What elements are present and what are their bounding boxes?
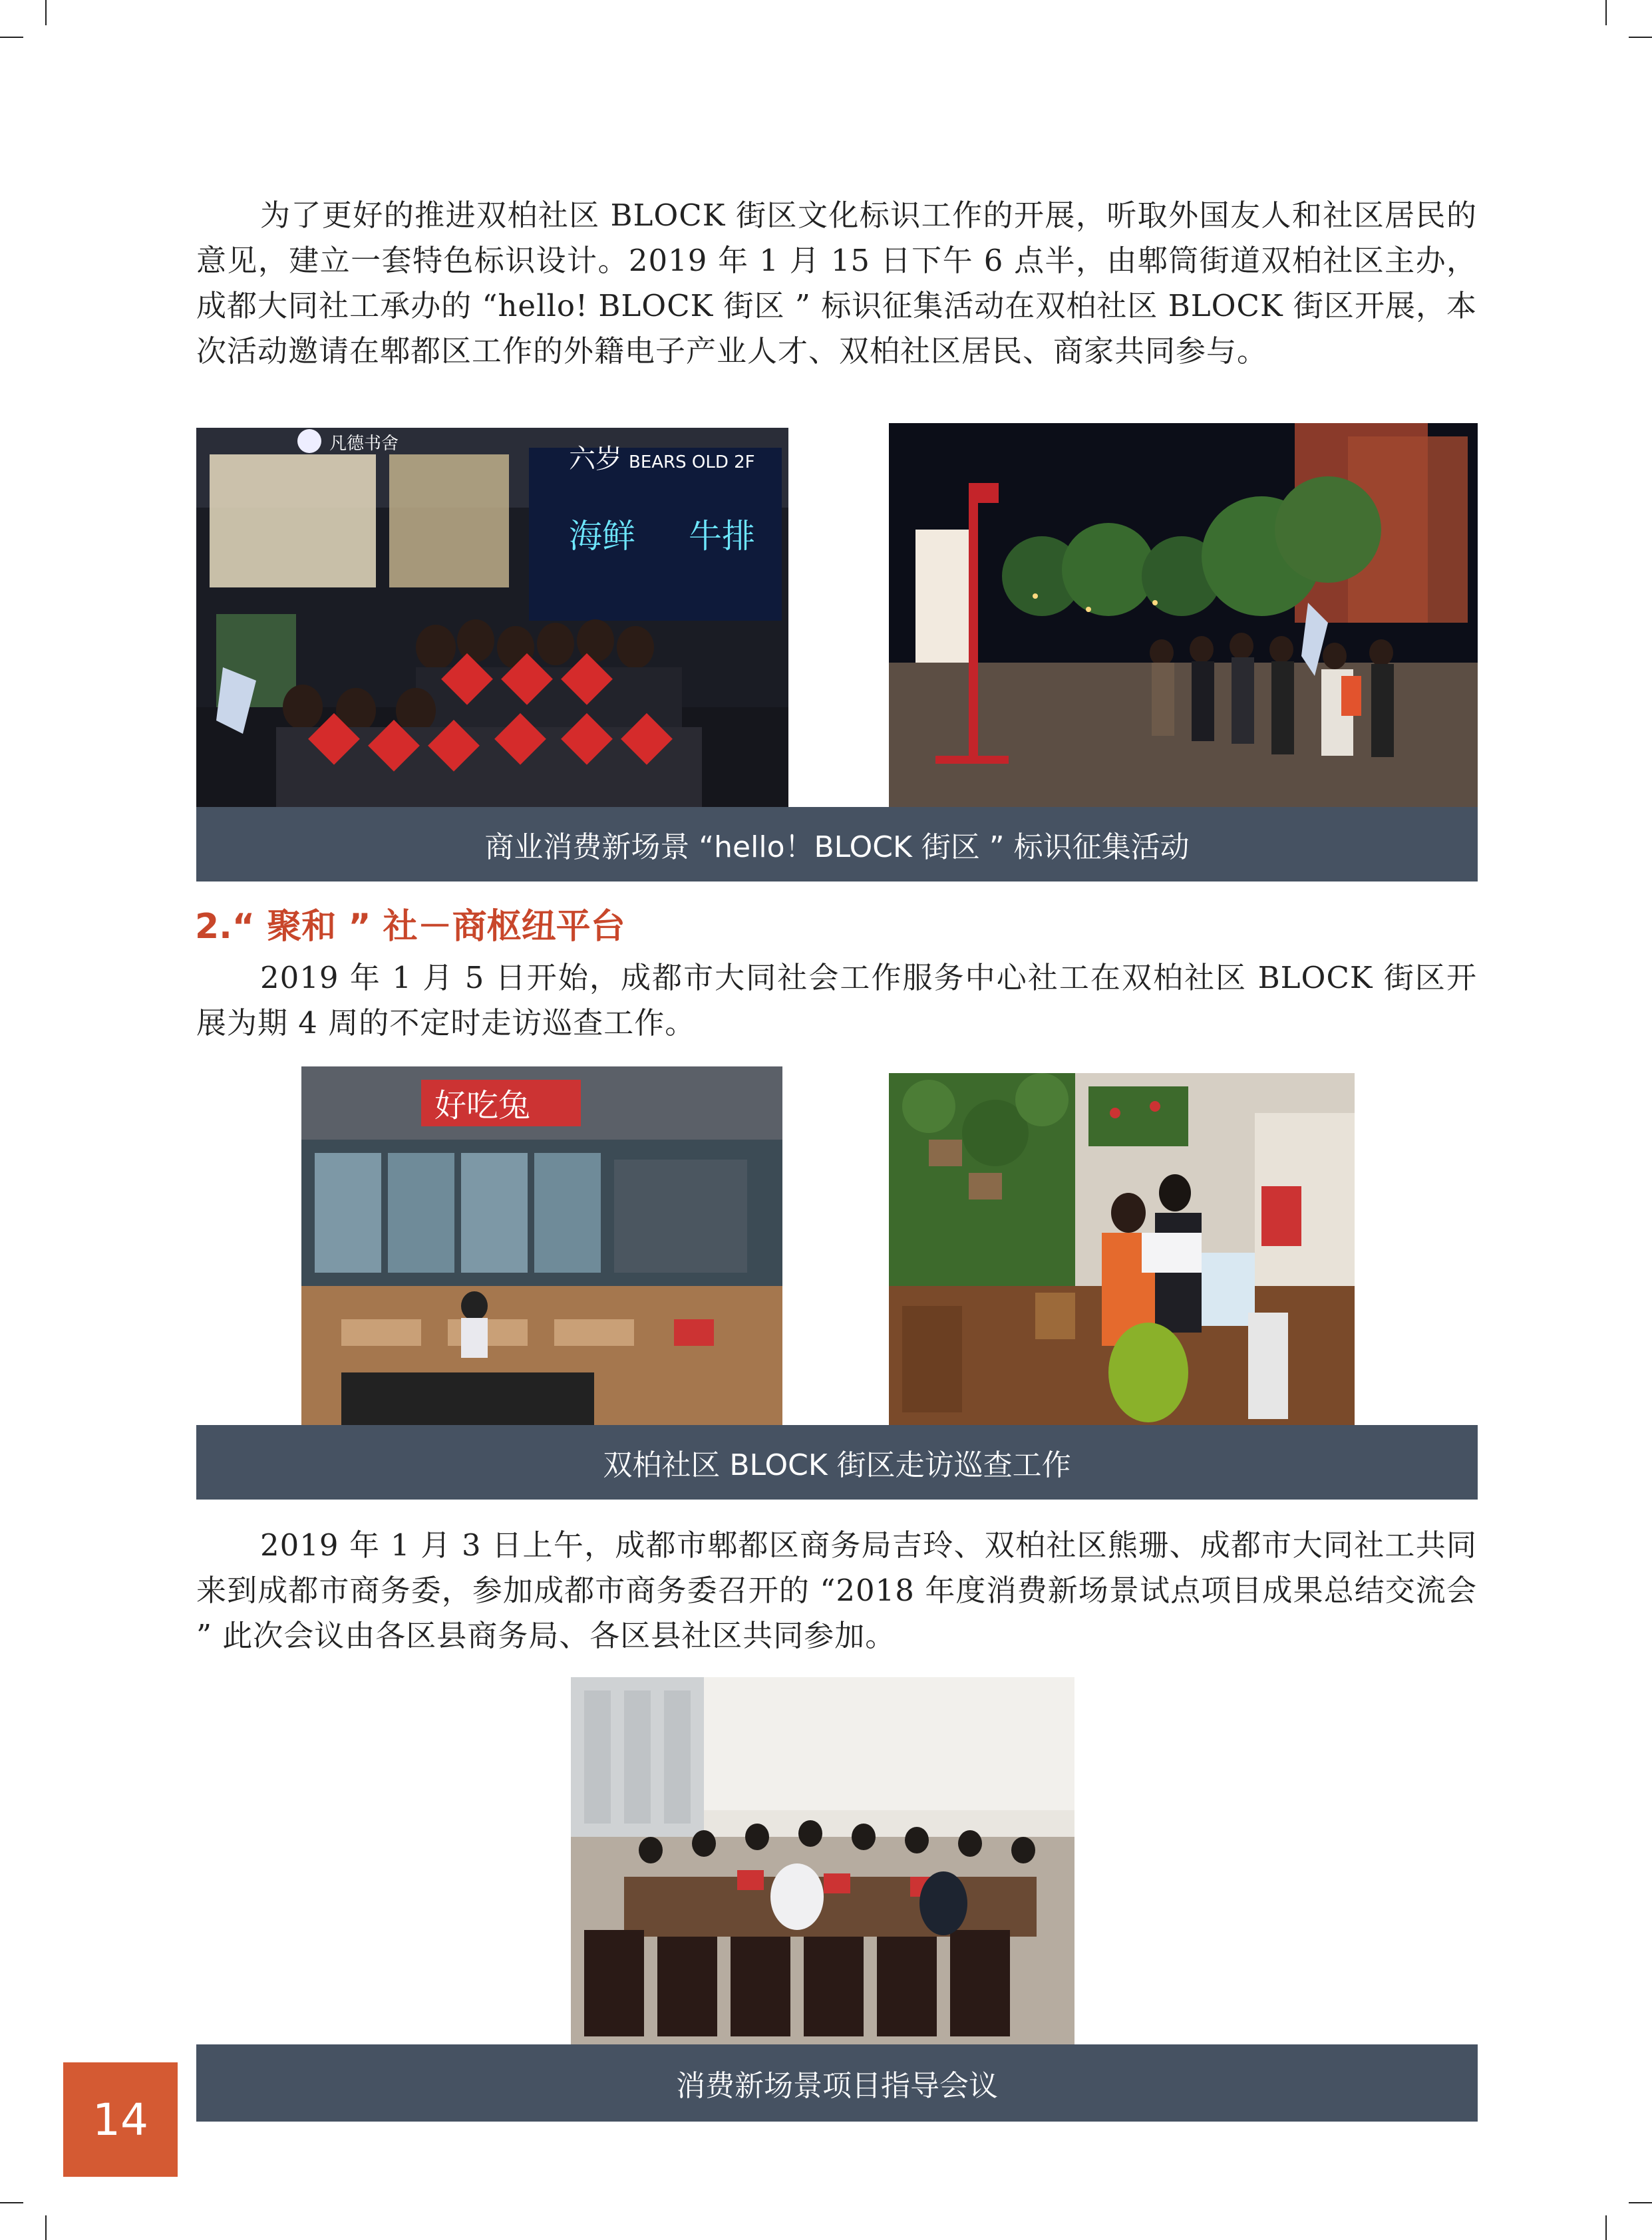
meeting-paragraph: 2019 年 1 月 3 日上午，成都市郫都区商务局吉玲、双柏社区熊珊、成都市大同社工共同来到成都市商务委，参加成都市商务委召开的 “2018 年度消费新场景试点项目成果总结交流会 ” 此次会议由各区县商务局、各区县社区共同参加。 — [196, 1527, 1477, 1653]
crop-mark — [0, 2202, 23, 2203]
caption-1-text: 商业消费新场景 “hello！BLOCK 街区 ” 标识征集活动 — [484, 830, 1190, 864]
caption-bar-3 — [196, 2044, 1478, 2122]
caption-bar-2 — [196, 1425, 1478, 1500]
crop-mark — [1629, 37, 1652, 38]
caption-2-text: 双柏社区 BLOCK 街区走访巡查工作 — [603, 1448, 1071, 1482]
shop-sign-3: BEARS OLD 2F — [629, 452, 755, 472]
crop-mark — [1605, 0, 1607, 25]
neon-sign-2: 牛排 — [689, 517, 755, 556]
crop-mark — [45, 0, 47, 25]
caption-3-text: 消费新场景项目指导会议 — [676, 2069, 998, 2103]
patrol-paragraph: 2019 年 1 月 5 日开始，成都市大同社会工作服务中心社工在双柏社区 BLOCK 街区开展为期 4 周的不定时走访巡查工作。 — [196, 960, 1477, 1040]
intro-paragraph: 为了更好的推进双柏社区 BLOCK 街区文化标识工作的开展，听取外国友人和社区居民的意见，建立一套特色标识设计。2019 年 1 月 15 日下午 6 点半，由郫筒街道双柏社区主办，成都大同社工承办的 “hello! BLOCK 街区 ” 标识征集活动在双柏社区 BLOCK 街区开展，本次活动邀请在郫都区工作的外籍电子产业人才、双柏社区居民、商家共同参与。 — [196, 198, 1477, 369]
photo-restaurant — [301, 1066, 782, 1426]
photo-night-street — [889, 423, 1478, 807]
photo-group-night — [196, 428, 788, 807]
shop-sign-2: 六岁 — [569, 444, 622, 474]
shop-sign-1: 凡德书舍 — [329, 434, 399, 454]
crop-mark — [1605, 2215, 1607, 2240]
page-number: 14 — [63, 2062, 178, 2177]
crop-mark — [1629, 2202, 1652, 2203]
section-heading: 2.“ 聚和 ” 社－商枢纽平台 — [195, 907, 625, 947]
neon-sign-1: 海鲜 — [569, 517, 635, 556]
crop-mark — [45, 2215, 47, 2240]
crop-mark — [0, 37, 23, 38]
photo-indoor-visit — [889, 1073, 1355, 1426]
caption-bar-1 — [196, 807, 1478, 881]
photo-meeting — [571, 1677, 1074, 2045]
restaurant-sign: 好吃兔 — [434, 1087, 531, 1124]
